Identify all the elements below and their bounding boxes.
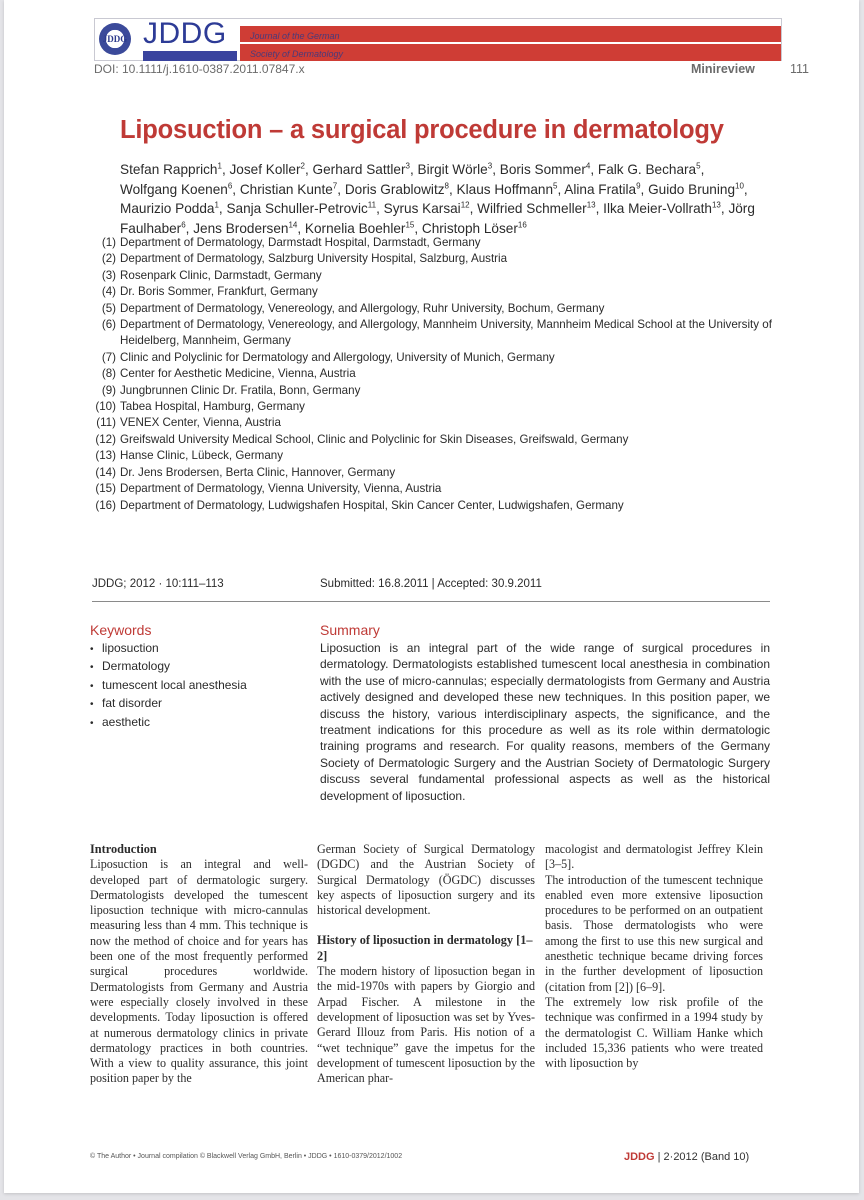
affiliation-marker: 1 [217,161,222,171]
author-name: Jens Brodersen [193,220,289,236]
affiliation-marker: 7 [332,180,338,190]
doi-text: DOI: 10.1111/j.1610-0387.2011.07847.x [94,62,305,76]
affiliation-number: (4) [101,285,116,299]
affiliation-item: (5) Department of Dermatology, Venereology, and Allergology, Ruhr University, Bochum, Germany [92,301,792,317]
affiliation-item: (15) Department of Dermatology, Vienna University, Vienna, Austria [92,481,792,497]
affiliation-marker: 11 [367,200,377,210]
keyword-item: • aesthetic [90,714,247,732]
affiliation-number: (8) [101,367,116,381]
author-name: Wolfgang Koenen [120,181,228,197]
affiliation-marker: 2 [300,161,305,171]
citation: JDDG; 2012 · 10:111–113 [92,578,224,590]
affiliation-number: (3) [101,268,116,282]
affiliation-item: (16) Department of Dermatology, Ludwigshafen Hospital, Skin Cancer Center, Ludwigshafen, Germany [92,498,792,514]
author-name: Alina Fratila [564,181,637,197]
affiliation-number: (13) [95,449,116,463]
body-paragraph: macologist and dermatologist Jeffrey Klein [3–5]. [545,842,763,872]
affiliation-item: (6) Department of Dermatology, Venereology, and Allergology, Mannheim University, Mannheim Medical School at the University of Heidelberg, Mannheim, Germany [101,318,772,348]
body-column-3 [545,842,763,1071]
affiliation-item: (4) Dr. Boris Sommer, Frankfurt, Germany [92,284,792,300]
author-name: Christoph Löser [421,220,518,236]
affiliation-item: (12) Greifswald University Medical School, Clinic and Polyclinic for Skin Diseases, Greifswald, Germany [92,432,792,448]
society-seal-icon: JDDG [99,23,131,55]
body-column-1 [90,842,308,1087]
summary-heading: Summary [320,622,380,638]
author-name: Christian Kunte [239,181,333,197]
affiliation-number: (11) [96,416,116,430]
affiliation-marker: 8 [444,180,449,190]
affiliation-marker: 5 [696,161,701,171]
footer-journal-name: JDDG [624,1151,655,1163]
author-name: Guido Bruning [648,181,735,197]
journal-masthead [94,18,782,61]
affiliation-number: (7) [101,350,116,364]
affiliation-item: (10) Tabea Hospital, Hamburg, Germany [92,399,792,415]
keyword-item: • liposuction [90,640,247,658]
masthead-red-bar [240,44,781,61]
keyword-item: • fat disorder [90,695,247,713]
author-name: Syrus Karsai [383,201,461,216]
body-column-2 [317,842,535,1086]
page-number: 111 [790,62,810,76]
author-name: Falk G. Bechara [597,162,697,177]
divider [92,601,770,602]
author-name: Birgit Wörle [417,162,488,177]
summary-text: Liposuction is an integral part of the wide range of surgical procedures in dermatology. Dermatologists established tumescent local anesthesia in combination with the use of micro-cannulas; especially dermatologists from Germany and Austria actively designed and developed these new techniques. In this position paper, we discuss the history, various interdisciplinary aspects, the significance, and the treatment indications for this procedure as well as its role within dermatologic training programs and research. For quality reasons, members of the Germany Society of Dermatologic Surgery and the Austrian Society of Dermatologic Surgery discuss several fundamental professional aspects as well as the historical development of liposuction. [320,641,770,803]
affiliation-marker: 4 [585,161,591,171]
body-paragraph: German Society of Surgical Dermatology (DGDC) and the Austrian Society of Surgical Dermatology (ÖGDC) discusses key aspects of liposuction surgery and its historical development. [317,842,535,918]
affiliation-number: (12) [95,432,116,446]
affiliation-marker: 10 [735,180,744,190]
author-name: Gerhard Sattler [312,162,406,177]
journal-tagline-2: Society of Dermatology [250,49,344,59]
author-name: Ilka Meier-Vollrath [603,201,712,216]
copyright-notice: © The Author • Journal compilation © Blackwell Verlag GmbH, Berlin • JDDG • 1610-0379/2012/1002 [90,1153,403,1160]
keywords-heading: Keywords [90,622,152,638]
submission-dates: Submitted: 16.8.2011 | Accepted: 30.9.2011 [320,578,542,590]
body-paragraph: The introduction of the tumescent technique enabled even more extensive liposuction procedures to be performed on an outpatient basis. Those dermatologists who were among the first to use this new surgical and anesthetic technique became driving forces in the further development of liposuction (citation from [2]) [6–9]. [545,872,763,994]
author-name: Jörg Faulhaber [120,201,755,236]
journal-page [4,0,859,1193]
affiliation-marker: 5 [553,180,558,190]
history-text: The modern history of liposuction began in the mid-1970s with papers by Giorgio and Arpad Fischer. A milestone in the development of liposuction was set by Yves-Gerard Illouz from Paris. His notion of a “wet technique” gave the impetus for the development of tumescent liposuction by the American phar- [317,964,535,1086]
affiliation-item: (8) Center for Aesthetic Medicine, Vienna, Austria [92,366,792,382]
affiliation-item: (1) Department of Dermatology, Darmstadt Hospital, Darmstadt, Germany [92,235,792,251]
author-name: Maurizio Podda [120,201,215,216]
affiliation-marker: 3 [487,161,493,171]
author-name: Josef Koller [229,162,301,177]
author-name: Doris Grablowitz [344,181,445,197]
affiliation-marker: 3 [405,161,410,171]
affiliation-marker: 14 [288,219,298,229]
author-name: Kornelia Boehler [304,220,406,236]
affiliation-item: (3) Rosenpark Clinic, Darmstadt, Germany [92,268,792,284]
keyword-item: • tumescent local anesthesia [90,677,247,695]
journal-logo: JDDG [143,17,227,50]
keyword-item: • Dermatology [90,658,247,676]
affiliation-number: (9) [101,383,116,397]
author-name: Stefan Rapprich [120,162,218,177]
issue-info [624,1151,749,1163]
affiliation-item: (9) Jungbrunnen Clinic Dr. Fratila, Bonn, Germany [92,383,792,399]
affiliation-marker: 12 [460,200,470,210]
affiliation-item: (14) Dr. Jens Brodersen, Berta Clinic, Hannover, Germany [92,465,792,481]
history-heading: History of liposuction in dermatology [1–2] [317,933,533,963]
affiliation-marker: 13 [711,200,721,210]
author-name: Wilfried Schmeller [477,201,587,216]
section-label: Minireview [691,62,755,76]
affiliation-number: (1) [101,236,116,249]
affiliation-number: (16) [95,498,116,512]
author-list: Stefan Rapprich$^1$, Josef Koller$^2$, Gerhard Sattler$^3$, Birgit Wörle$^3$, Boris Sommer$^4$, Falk G. Bechara$^5$, Wolfgang Koenen$^6$, Christian Kunte$^7$, Doris Grablowitz$^8$, Klaus Hoffmann$^5$, Alina Fratila$^9$, Guido Bruning$^{10}$, Maurizio Podda$^1$, Sanja Schuller-Petrovic$^{11}$, Syrus Karsai$^{12}$, Wilfried Schmeller$^{13}$, Ilka Meier-Vollrath$^{13}$, Jörg Faulhaber$^6$, Jens Brodersen$^{14}$, Kornelia Boehler$^{15}$, Christoph Löser$^{16}$ [120,161,755,236]
affiliation-marker: 1 [214,200,219,210]
masthead-red-bar [240,26,781,42]
affiliation-marker: 6 [227,180,233,190]
footer-issue: | 2·2012 (Band 10) [657,1151,750,1163]
affiliation-marker: 16 [517,219,527,229]
affiliation-number: (5) [101,301,116,315]
affiliation-item: (11) VENEX Center, Vienna, Austria [92,415,792,431]
introduction-heading: Introduction [90,842,157,856]
affiliation-marker: 6 [181,219,186,229]
affiliation-list [92,235,792,514]
article-title: Liposuction – a surgical procedure in dermatology [120,116,724,144]
affiliation-item: (13) Hanse Clinic, Lübeck, Germany [92,448,792,464]
affiliation-number: (15) [95,482,116,496]
author-name: Sanja Schuller-Petrovic [226,201,368,216]
introduction-text: Liposuction is an integral and well-developed part of dermatologic surgery. Dermatologists developed the tumescent liposuction technique with micro-cannulas measuring less than 4 mm. This technique is now the method of choice and for years has been one of the most frequently performed surgical procedures worldwide. Dermatologists from Germany and Austria were especially closely involved in these developments. Today liposuction is offered at numerous dermatology clinics in private dermatology practices in both countries. With a view to quality assurance, this joint position paper by the [90,857,308,1086]
body-paragraph: The extremely low risk profile of the technique was confirmed in a 1994 study by the dermatologist C. William Hanke which included 15,336 patients who were treated with liposuction by [545,994,763,1071]
author-name: Klaus Hoffmann [456,181,554,197]
affiliation-number: (2) [101,252,116,266]
affiliation-item: (2) Department of Dermatology, Salzburg University Hospital, Salzburg, Austria [92,251,792,267]
affiliation-item: (7) Clinic and Polyclinic for Dermatology and Allergology, University of Munich, Germany [92,350,792,366]
affiliation-marker: 15 [405,219,415,229]
affiliation-number: (10) [95,400,116,414]
affiliation-marker: 13 [586,200,596,210]
author-name: Boris Sommer [499,162,586,177]
journal-tagline-1: Journal of the German [250,31,340,41]
affiliation-marker: 9 [636,180,641,190]
keywords-list [90,640,247,732]
affiliation-number: (14) [95,465,116,479]
affiliation-number: (6) [101,318,116,332]
masthead-blue-bar [143,51,237,61]
